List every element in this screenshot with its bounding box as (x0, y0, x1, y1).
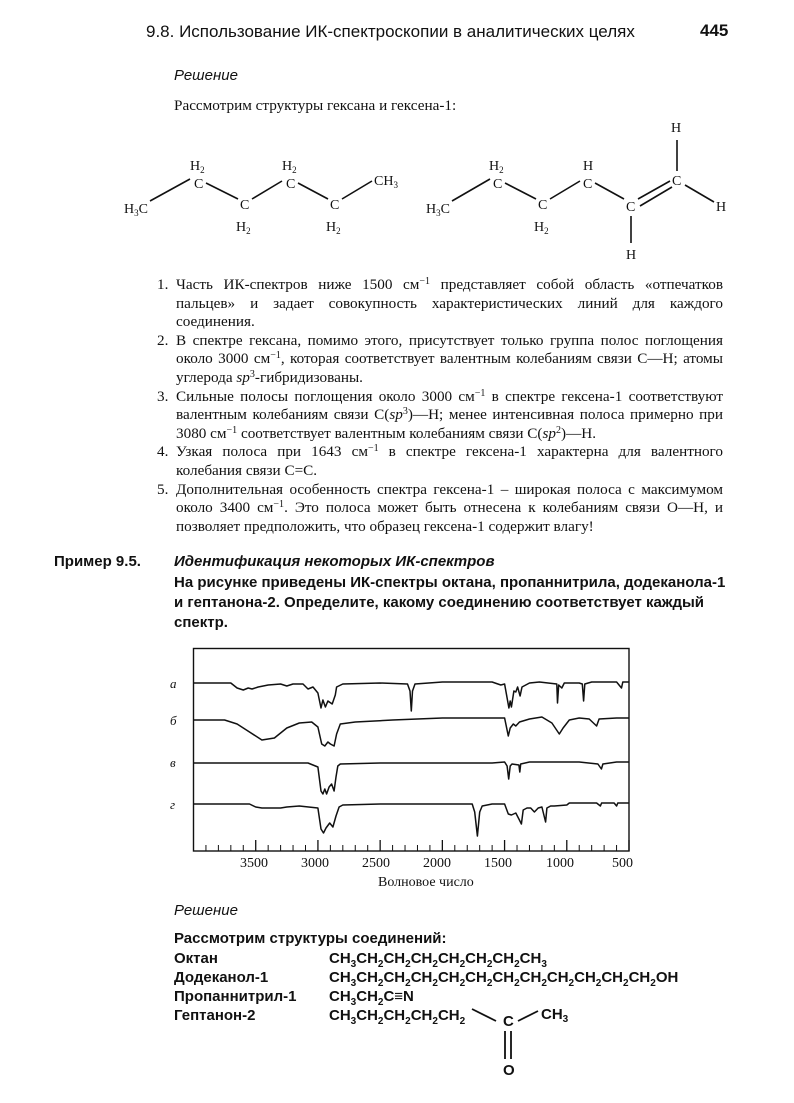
svg-text:H2: $H_2$ (282, 159, 297, 175)
tick-label-1000: 1000 (546, 856, 574, 871)
compound-formula: $CH_3CH_2C\equiv N$ (329, 988, 414, 1008)
hexane-h3c: $H_3C$ (124, 202, 148, 218)
compound-formula: $CH_3CH_2CH_2CH_2CH_2CH_2CH_2CH_2CH_2CH_2CH_2CH_2OH$ (329, 969, 679, 989)
x-axis-title: Волновое число (378, 875, 474, 890)
heptanone-ketone-group (470, 1005, 590, 1085)
svg-text:C: C (493, 177, 503, 192)
spectrum-trace-2 (194, 717, 630, 746)
svg-text:H2: $H_2$ (326, 220, 341, 236)
trace-label-g: г (170, 797, 176, 812)
solution-heading: Решение (174, 67, 238, 84)
spectrum-traces (194, 682, 630, 836)
page-number: 445 (700, 21, 729, 40)
svg-text:H: H (583, 159, 594, 174)
svg-text:H3C: $H_3C$ (426, 202, 450, 218)
compound-table (174, 950, 754, 1026)
spectrum-trace-4 (194, 803, 630, 836)
svg-text:C: C (330, 198, 340, 213)
svg-text:C: C (626, 200, 636, 215)
compound-formula: $CH_3CH_2CH_2CH_2CH_2$ (329, 1007, 466, 1027)
trace-label-a: а (170, 676, 177, 691)
compound-row (174, 1007, 754, 1026)
svg-text:C: C (240, 198, 250, 213)
svg-text:C: C (194, 177, 204, 192)
compound-name: Пропаннитрил-1 (174, 988, 297, 1005)
svg-text:H: H (671, 121, 682, 136)
trace-label-v: в (170, 755, 176, 770)
observation-item-1: 1. Часть ИК-спектров ниже 1500 $см^{-1}$ представляет собой область «отпечатков пальцев» и задает совокупность характеристических линий для каждого соединения. (157, 276, 723, 331)
svg-text:H: H (716, 200, 727, 215)
observation-item-4: 4. Узкая полоса при 1643 $см^{-1}$ в спектре гексена-1 характерна для валентного колебания связи С=С. (157, 443, 724, 479)
spectrum-trace-3 (194, 762, 630, 794)
svg-text:CH3: $CH_3$ (374, 174, 398, 190)
svg-text:C: C (583, 177, 593, 192)
compound-row (174, 969, 754, 988)
plot-frame (194, 649, 630, 852)
compound-name: Додеканол-1 (174, 969, 269, 986)
solution2-intro: Рассмотрим структуры соединений: (174, 930, 447, 947)
compound-row (174, 988, 754, 1007)
hexane-hexene-structures (110, 115, 750, 265)
example-title: Идентификация некоторых ИК-спектров (174, 553, 495, 570)
svg-text:H2: $H_2$ (236, 220, 251, 236)
ketone-oxygen: O (503, 1062, 515, 1079)
compound-formula: $CH_3CH_2CH_2CH_2CH_2CH_2CH_2CH_3$ (329, 950, 547, 970)
svg-text:H2: $H_2$ (534, 220, 549, 236)
hexene-structure (426, 121, 726, 263)
observation-item-5: 5. Дополнительная особенность спектра гексена-1 – широкая полоса с максимумом около 3400 $см^{-1}$. Это полоса может быть отнесена к колебаниям связи О—Н, и позволяет предположить, что образец гексена-1 содержит влагу! (157, 480, 723, 535)
compound-row (174, 950, 754, 969)
running-title: 9.8. Использование ИК-спектроскопии в аналитических целях (146, 22, 635, 41)
svg-text:H: H (626, 248, 637, 263)
compound-name: Гептанон-2 (174, 1007, 256, 1024)
example-label: Пример 9.5. (54, 553, 141, 570)
tick-label-2000: 2000 (423, 856, 451, 871)
hexane-structure (124, 159, 398, 236)
solution2-heading: Решение (174, 902, 238, 919)
solution-intro: Рассмотрим структуры гексана и гексена-1: (174, 97, 457, 114)
svg-text:C: C (286, 177, 296, 192)
spectrum-trace-1 (194, 682, 630, 711)
tick-label-2500: 2500 (362, 856, 390, 871)
trace-label-b: б (170, 713, 177, 728)
observations-list (157, 276, 723, 536)
x-axis-ticks (206, 840, 629, 851)
svg-text:H2: $H_2$ (489, 159, 504, 175)
tick-label-500: 500 (612, 856, 633, 871)
svg-text:H2: $H_2$ (190, 159, 205, 175)
tick-label-1500: 1500 (484, 856, 512, 871)
svg-text:C: C (672, 174, 682, 189)
example-task: На рисунке приведены ИК-спектры октана, пропаннитрила, додеканола-1 и гептанона-2. Определите, какому соединению соответствует каждый спектр. (174, 574, 726, 631)
tick-label-3500: 3500 (240, 856, 268, 871)
tick-label-3000: 3000 (301, 856, 329, 871)
svg-text:C: C (538, 198, 548, 213)
observation-item-3: 3. Сильные полосы поглощения около 3000 $см^{-1}$ в спектре гексена-1 соответствуют валентным колебаниям связи $С(sp^3)—Н$; менее интенсивная полоса примерно при 3080 $см^{-1}$ соответствует валентным колебаниям связи $С(sp^2)—Н$. (157, 387, 724, 442)
ketone-methyl: $CH_3$ (541, 1006, 569, 1025)
observation-item-2: 2. В спектре гексана, помимо этого, присутствует только группа полос поглощения около 3000 $см^{-1}$, которая соответствует валентным колебаниям связи С—Н; атомы углерода $sp^3$-гибридизованы. (157, 331, 723, 386)
compound-name: Октан (174, 950, 218, 967)
ketone-carbon: C (503, 1013, 514, 1030)
